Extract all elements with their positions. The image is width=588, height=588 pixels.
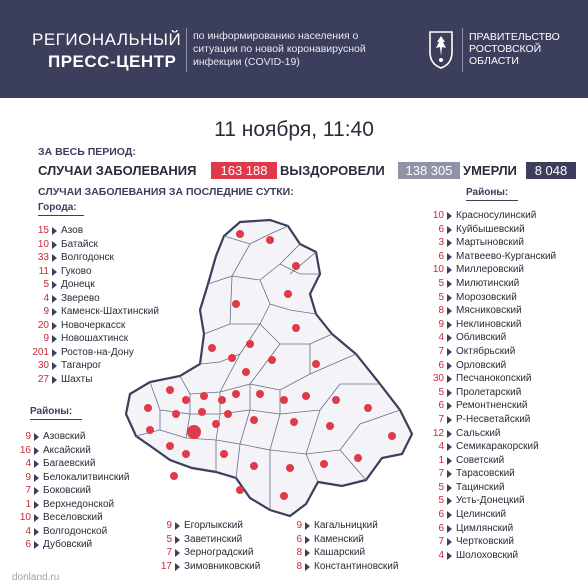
pointer-triangle-icon bbox=[34, 474, 39, 482]
place-name: Мартыновский bbox=[456, 237, 524, 249]
pointer-triangle-icon bbox=[447, 226, 452, 234]
case-count: 10 bbox=[19, 512, 31, 523]
pointer-triangle-icon bbox=[447, 212, 452, 220]
place-name: Усть-Донецкий bbox=[456, 495, 525, 507]
case-count: 10 bbox=[37, 238, 49, 250]
pointer-triangle-icon bbox=[34, 433, 39, 441]
coat-of-arms-icon bbox=[424, 26, 458, 70]
case-count: 9 bbox=[43, 306, 49, 317]
case-count: 10 bbox=[432, 264, 444, 276]
header-divider-2 bbox=[462, 28, 463, 72]
case-count: 1 bbox=[438, 454, 444, 466]
pointer-triangle-icon bbox=[34, 528, 39, 536]
case-count: 16 bbox=[19, 444, 31, 456]
place-name: Батайск bbox=[61, 238, 98, 250]
place-name: Чертковский bbox=[456, 536, 514, 548]
pointer-triangle-icon bbox=[447, 321, 452, 329]
recovered-value-badge: 138 305 bbox=[398, 162, 460, 179]
case-count: 20 bbox=[37, 319, 49, 331]
died-label: УМЕРЛИ bbox=[463, 163, 517, 178]
pointer-triangle-icon bbox=[175, 536, 180, 544]
pointer-triangle-icon bbox=[52, 322, 57, 330]
place-name: Красносулинский bbox=[456, 210, 537, 221]
case-count: 7 bbox=[438, 468, 444, 480]
case-count: 5 bbox=[438, 291, 444, 303]
place-name: Морозовский bbox=[456, 291, 517, 303]
place-name: Волгодонск bbox=[61, 252, 114, 263]
place-name: Верхнедонской bbox=[43, 498, 115, 510]
place-name: Советский bbox=[456, 454, 505, 466]
place-name: Ремонтненский bbox=[456, 400, 528, 412]
place-name: Веселовский bbox=[43, 512, 103, 523]
place-name: Куйбышевский bbox=[456, 223, 525, 235]
pointer-triangle-icon bbox=[34, 447, 39, 455]
place-name: Мясниковский bbox=[456, 305, 522, 317]
place-name: Кагальницкий bbox=[314, 520, 378, 531]
pointer-triangle-icon bbox=[305, 549, 310, 557]
place-name: Ростов-на-Дону bbox=[61, 346, 134, 358]
died-value-badge: 8 048 bbox=[526, 162, 576, 179]
case-count: 6 bbox=[25, 539, 31, 550]
case-count: 5 bbox=[438, 386, 444, 398]
districts-right-heading-underline bbox=[466, 200, 518, 201]
pointer-triangle-icon bbox=[447, 362, 452, 370]
place-name: Сальский bbox=[456, 427, 501, 439]
pointer-triangle-icon bbox=[52, 268, 57, 276]
pointer-triangle-icon bbox=[52, 241, 57, 249]
pointer-triangle-icon bbox=[305, 563, 310, 571]
header-divider bbox=[186, 28, 187, 72]
report-date: 11 ноября, 11:40 bbox=[214, 118, 374, 141]
place-name: Зверево bbox=[61, 292, 100, 304]
place-name: Целинский bbox=[456, 509, 507, 521]
place-name: Константиновский bbox=[314, 560, 399, 572]
case-count: 11 bbox=[38, 265, 49, 277]
pointer-triangle-icon bbox=[52, 254, 57, 262]
case-count: 6 bbox=[296, 533, 302, 545]
place-name: Боковский bbox=[43, 485, 91, 496]
place-name: Цимлянский bbox=[456, 522, 514, 534]
case-count: 12 bbox=[432, 427, 444, 439]
case-count: 9 bbox=[25, 471, 31, 483]
districts-left-heading-underline bbox=[30, 419, 82, 420]
place-name: Егорлыкский bbox=[184, 520, 243, 531]
pointer-triangle-icon bbox=[447, 511, 452, 519]
case-count: 5 bbox=[438, 495, 444, 507]
pointer-triangle-icon bbox=[34, 501, 39, 509]
pointer-triangle-icon bbox=[52, 295, 57, 303]
case-count: 6 bbox=[438, 522, 444, 534]
place-name: Каменский bbox=[314, 533, 364, 545]
place-name: Шолоховский bbox=[456, 549, 519, 561]
place-name: Багаевский bbox=[43, 458, 96, 469]
case-count: 6 bbox=[438, 250, 444, 262]
case-count: 5 bbox=[43, 279, 49, 290]
case-count: 8 bbox=[438, 305, 444, 317]
recovered-label: ВЫЗДОРОВЕЛИ bbox=[280, 163, 385, 178]
pointer-triangle-icon bbox=[447, 430, 452, 438]
pointer-triangle-icon bbox=[175, 549, 180, 557]
case-count: 4 bbox=[438, 441, 444, 453]
place-name: Семикаракорский bbox=[456, 441, 539, 453]
place-name: Шахты bbox=[61, 373, 93, 385]
pointer-triangle-icon bbox=[34, 514, 39, 522]
place-name: Р-Несветайский bbox=[456, 413, 531, 425]
pointer-triangle-icon bbox=[52, 308, 57, 316]
case-count: 9 bbox=[438, 318, 444, 330]
last-day-label: СЛУЧАИ ЗАБОЛЕВАНИЯ ЗА ПОСЛЕДНИЕ СУТКИ: bbox=[38, 186, 294, 198]
pointer-triangle-icon bbox=[447, 389, 452, 397]
place-name: Аксайский bbox=[43, 444, 91, 456]
case-count: 9 bbox=[166, 520, 172, 531]
place-name: Новочеркасск bbox=[61, 319, 126, 331]
place-name: Октябрьский bbox=[456, 345, 516, 357]
case-count: 33 bbox=[37, 252, 49, 263]
pointer-triangle-icon bbox=[447, 416, 452, 424]
place-name: Обливский bbox=[456, 332, 507, 344]
place-name: Тарасовский bbox=[456, 468, 515, 480]
pointer-triangle-icon bbox=[447, 538, 452, 546]
period-label: ЗА ВЕСЬ ПЕРИОД: bbox=[38, 146, 136, 158]
case-count: 6 bbox=[438, 223, 444, 235]
place-name: Каменск-Шахтинский bbox=[61, 306, 159, 317]
case-count: 17 bbox=[160, 560, 172, 572]
region-map bbox=[120, 214, 420, 524]
place-name: Песчанокопский bbox=[456, 373, 532, 385]
pointer-triangle-icon bbox=[34, 541, 39, 549]
place-name: Миллеровский bbox=[456, 264, 525, 276]
pointer-triangle-icon bbox=[447, 253, 452, 261]
case-count: 6 bbox=[438, 359, 444, 371]
case-count: 5 bbox=[166, 533, 172, 545]
case-count: 30 bbox=[37, 360, 49, 371]
place-name: Милютинский bbox=[456, 277, 520, 289]
case-count: 4 bbox=[438, 332, 444, 344]
pointer-triangle-icon bbox=[447, 375, 452, 383]
pointer-triangle-icon bbox=[52, 281, 57, 289]
case-count: 9 bbox=[25, 431, 31, 442]
government-label: ПРАВИТЕЛЬСТВО РОСТОВСКОЙ ОБЛАСТИ bbox=[469, 31, 560, 67]
place-name: Тацинский bbox=[456, 481, 505, 493]
cities-heading: Города: bbox=[38, 202, 77, 213]
case-count: 4 bbox=[43, 292, 49, 304]
place-name: Новошахтинск bbox=[61, 333, 129, 344]
header-title-line1: РЕГИОНАЛЬНЫЙ bbox=[32, 30, 182, 49]
cases-value-badge: 163 188 bbox=[211, 162, 277, 179]
place-name: Азовский bbox=[43, 431, 86, 442]
place-name: Матвеево-Курганский bbox=[456, 250, 557, 262]
place-name: Гуково bbox=[61, 265, 92, 277]
place-name: Таганрог bbox=[61, 360, 102, 371]
header-description: по информированию населения о ситуации по новой коронавирусной инфекции (COVID-19) bbox=[193, 30, 366, 68]
districts-left-heading: Районы: bbox=[30, 406, 73, 417]
place-name: Азов bbox=[61, 225, 84, 236]
pointer-triangle-icon bbox=[175, 563, 180, 571]
place-name: Дубовский bbox=[43, 539, 93, 550]
place-name: Кашарский bbox=[314, 547, 366, 558]
case-count: 8 bbox=[296, 560, 302, 572]
pointer-triangle-icon bbox=[447, 239, 452, 247]
pointer-triangle-icon bbox=[447, 470, 452, 478]
case-count: 5 bbox=[438, 277, 444, 289]
case-count: 7 bbox=[166, 547, 172, 558]
pointer-triangle-icon bbox=[447, 348, 452, 356]
cases-label: СЛУЧАИ ЗАБОЛЕВАНИЯ bbox=[38, 163, 197, 178]
case-count: 10 bbox=[432, 210, 444, 221]
case-count: 9 bbox=[296, 520, 302, 531]
case-count: 201 bbox=[32, 346, 49, 358]
pointer-triangle-icon bbox=[447, 552, 452, 560]
pointer-triangle-icon bbox=[447, 497, 452, 505]
pointer-triangle-icon bbox=[52, 376, 57, 384]
case-count: 4 bbox=[25, 525, 31, 537]
pointer-triangle-icon bbox=[447, 266, 452, 274]
pointer-triangle-icon bbox=[52, 335, 57, 343]
header-banner bbox=[0, 0, 588, 98]
case-count: 1 bbox=[25, 498, 31, 510]
pointer-triangle-icon bbox=[52, 349, 57, 357]
case-count: 27 bbox=[37, 373, 49, 385]
pointer-triangle-icon bbox=[447, 525, 452, 533]
cities-heading-underline bbox=[38, 215, 84, 216]
pointer-triangle-icon bbox=[447, 307, 452, 315]
place-name: Заветинский bbox=[184, 533, 243, 545]
pointer-triangle-icon bbox=[447, 484, 452, 492]
case-count: 6 bbox=[438, 509, 444, 521]
pointer-triangle-icon bbox=[447, 294, 452, 302]
case-count: 8 bbox=[296, 547, 302, 558]
place-name: Орловский bbox=[456, 359, 507, 371]
case-count: 7 bbox=[438, 413, 444, 425]
place-name: Белокалитвинский bbox=[43, 471, 130, 483]
place-name: Пролетарский bbox=[456, 386, 522, 398]
case-count: 9 bbox=[43, 333, 49, 344]
pointer-triangle-icon bbox=[447, 443, 452, 451]
pointer-triangle-icon bbox=[447, 402, 452, 410]
place-name: Волгодонской bbox=[43, 525, 108, 537]
place-name: Зимовниковский bbox=[184, 560, 261, 572]
pointer-triangle-icon bbox=[447, 280, 452, 288]
case-count: 30 bbox=[432, 373, 444, 385]
case-count: 7 bbox=[25, 485, 31, 496]
case-count: 15 bbox=[37, 225, 49, 236]
place-name: Зерноградский bbox=[184, 547, 254, 558]
case-count: 4 bbox=[438, 549, 444, 561]
header-title-line2: ПРЕСС-ЦЕНТР bbox=[48, 52, 177, 71]
case-count: 4 bbox=[25, 458, 31, 469]
place-name: Неклиновский bbox=[456, 318, 522, 330]
pointer-triangle-icon bbox=[305, 536, 310, 544]
case-count: 6 bbox=[438, 400, 444, 412]
pointer-triangle-icon bbox=[447, 457, 452, 465]
pointer-triangle-icon bbox=[52, 362, 57, 370]
case-count: 7 bbox=[438, 345, 444, 357]
case-count: 7 bbox=[438, 536, 444, 548]
pointer-triangle-icon bbox=[447, 334, 452, 342]
pointer-triangle-icon bbox=[34, 487, 39, 495]
districts-right-heading: Районы: bbox=[466, 187, 509, 198]
case-count: 3 bbox=[438, 237, 444, 249]
footer-site: donland.ru bbox=[12, 572, 60, 583]
place-name: Донецк bbox=[61, 279, 95, 290]
case-count: 5 bbox=[438, 481, 444, 493]
pointer-triangle-icon bbox=[34, 460, 39, 468]
region-outline bbox=[126, 220, 412, 516]
pointer-triangle-icon bbox=[52, 227, 57, 235]
